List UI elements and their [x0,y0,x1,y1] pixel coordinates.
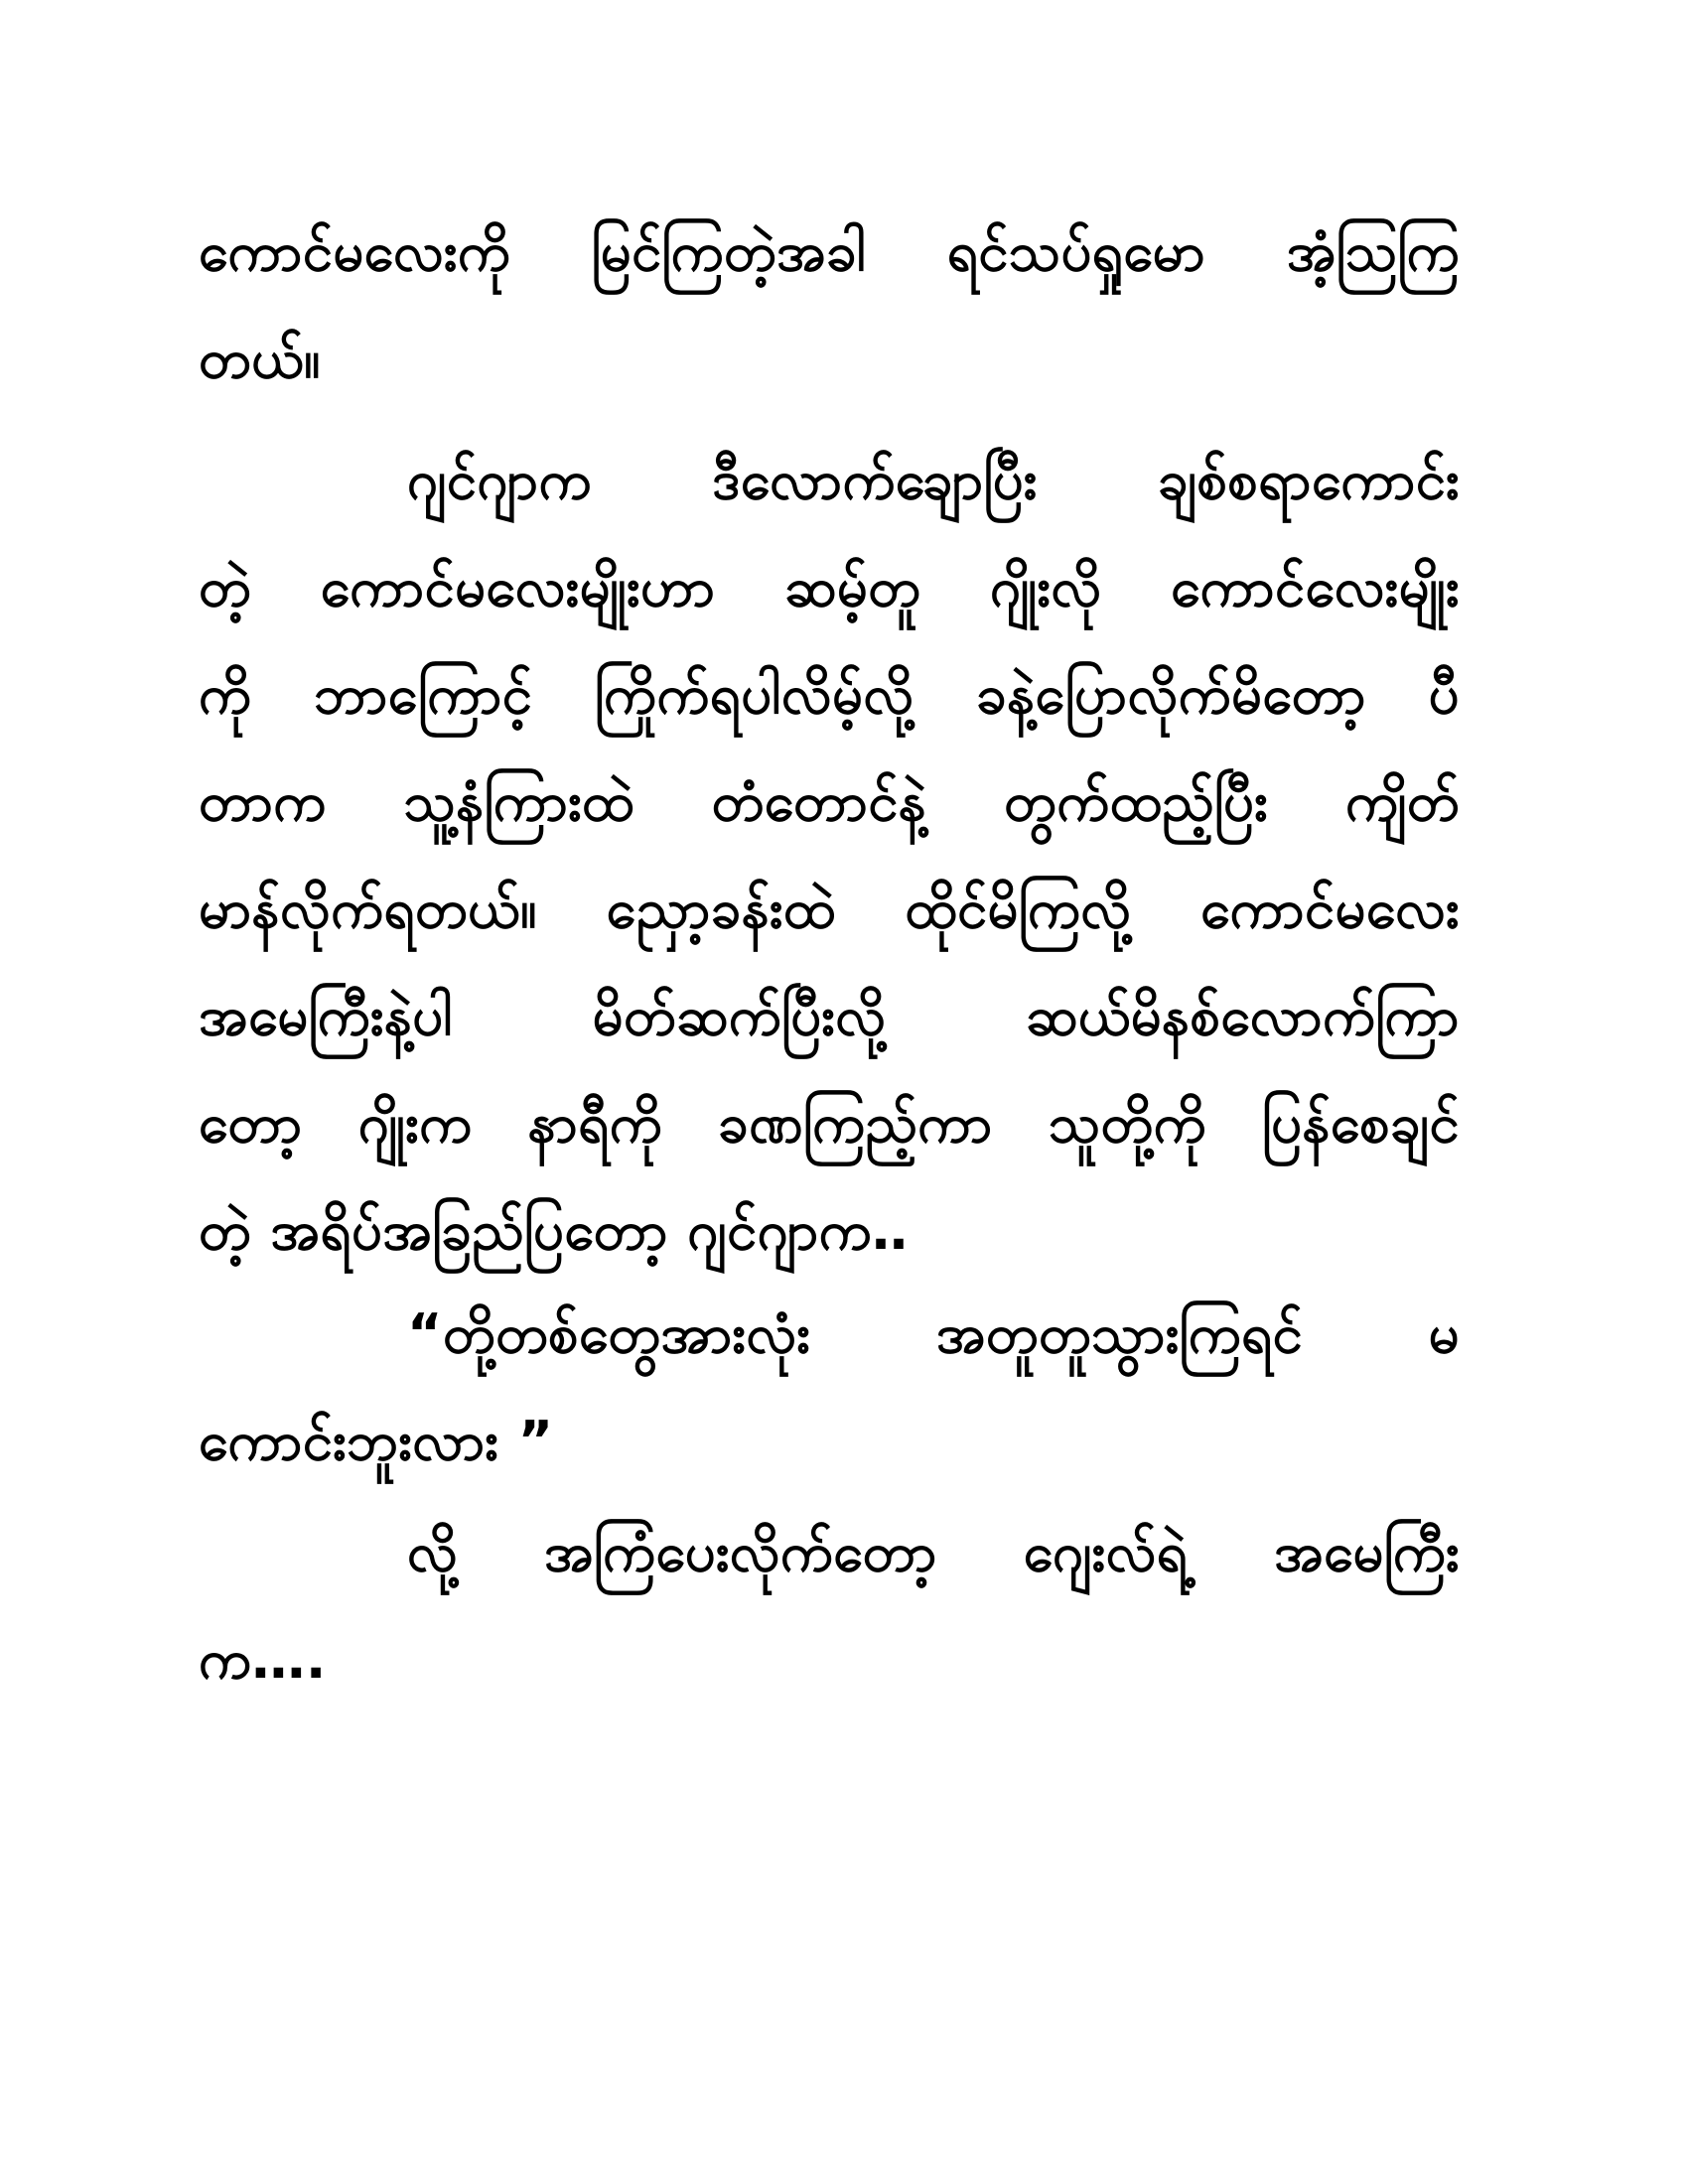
text-span: မာန်လိုက်ရတယ်။ [199,878,537,940]
text-span: တံတောင်နဲ့ [711,770,927,833]
text-span: အတူတူသွားကြရင် [935,1302,1304,1365]
text-span: ညှော့ခန်းထဲ [606,878,836,940]
paragraph-2-line-6 [199,963,1460,1070]
text-span: ခနဲ့ပြောလိုက်မိတော့ [976,663,1366,726]
text-span: ဆမ့်တူ [784,556,921,618]
paragraph-2-line-5 [199,856,1460,963]
text-span: ကောင်မလေး [1200,878,1460,940]
paragraph-2-line-1 [199,427,1460,534]
paragraph-1 [199,199,1460,413]
paragraph-4-line-2: က…. [199,1628,327,1691]
paragraph-2-line-8: တဲ့ အရိပ်အခြည်ပြတော့ ဂျင်ဂျာက‥ [199,1199,909,1262]
text-span: တာက [199,770,327,833]
text-span: ဆယ်မိနစ်လောက်ကြာ [1026,985,1460,1047]
text-span: ဒီလောက်ချောပြီး [712,449,1038,511]
text-span: ချစ်စရာကောင်း [1158,449,1460,511]
text-span: ကျိတ် [1345,770,1460,833]
paragraph-2-line-7 [199,1070,1460,1177]
text-span: ဂျင်ဂျာက [407,449,592,511]
paragraph-2 [199,427,1460,1285]
text-span: မိတ်ဆက်ပြီးလို့ [592,985,887,1047]
paragraph-2-line-3 [199,641,1460,749]
text-span: ကြိုက်ရပါလိမ့်လို့ [594,663,914,726]
paragraph-4-line-1 [199,1499,1460,1606]
text-span: အကြံပေးလိုက်တော့ [543,1521,937,1583]
text-span: ကောင်လေးမျိုး [1171,556,1460,618]
paragraph-1-line-1 [199,199,1460,306]
text-span: ထိုင်မိကြလို့ [905,878,1132,940]
paragraph-3-line-1 [199,1281,1460,1388]
text-span: လို့ [407,1521,459,1583]
text-span: အံ့သြကြ [1286,220,1460,283]
text-span: နာရီကို [527,1092,663,1155]
text-span: အမေကြီးနဲ့ပါ [199,985,453,1047]
text-span: ဂျေးလ်ရဲ့ [1023,1521,1189,1583]
text-span: တွက်ထည့်ပြီး [1004,770,1269,833]
text-span: ကို [199,663,252,726]
text-span: မြင်ကြတဲ့အခါ [591,220,867,283]
text-span: ကောင်မလေးမျိုးဟာ [320,556,716,618]
text-span: အမေကြီး [1274,1521,1460,1583]
text-span: ဘာကြောင့် [314,663,533,726]
text-span: သူတို့ကို [1048,1092,1206,1155]
text-span: ဂျိုးက [357,1092,473,1155]
text-span: “တို့တစ်တွေအားလုံး [407,1302,811,1365]
text-span: သူ့နံကြားထဲ [403,770,634,833]
paragraph-3 [199,1281,1460,1495]
text-span: တော့ [199,1092,303,1155]
paragraph-4 [199,1499,1460,1713]
paragraph-2-line-2 [199,534,1460,641]
paragraph-2-line-4 [199,749,1460,856]
paragraph-1-line-2: တယ်။ [199,328,321,390]
text-span: မ [1428,1302,1460,1365]
text-span: ကောင်မလေးကို [199,220,511,283]
text-span: ခဏကြည့်ကာ [718,1092,993,1155]
text-span: ရင်သပ်ရှုမော [946,220,1206,283]
text-span: ပီ [1428,663,1460,726]
paragraph-3-line-2: ကောင်းဘူးလား ” [199,1410,554,1472]
text-span: ပြန်စေချင် [1262,1092,1460,1155]
text-span: တဲ့ [199,556,252,618]
text-span: ဂျိုးလို [990,556,1102,618]
